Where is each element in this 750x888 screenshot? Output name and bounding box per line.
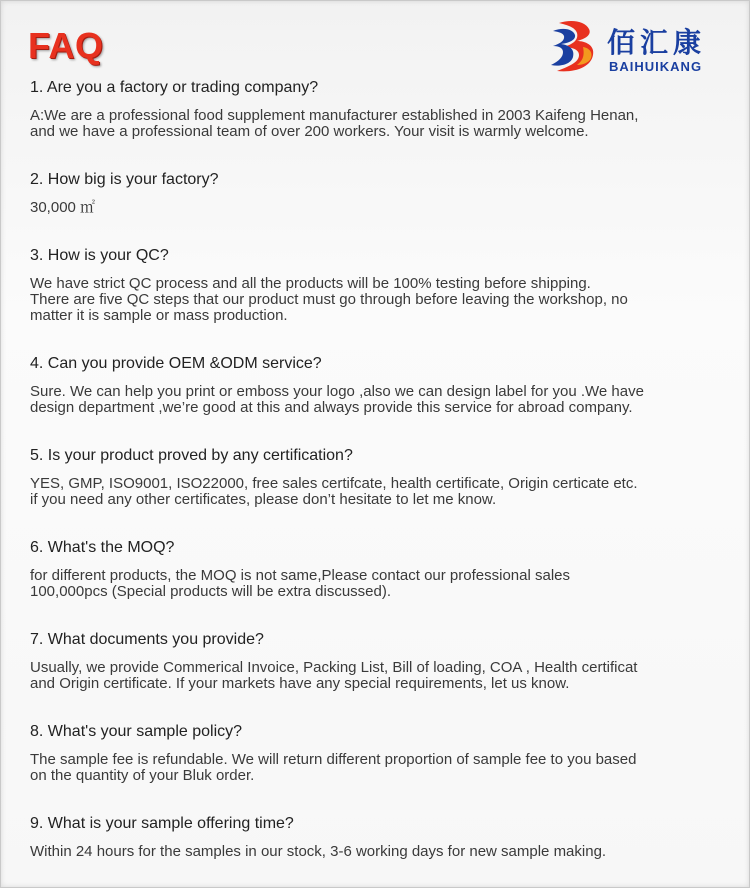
- faq-answer: We have strict QC process and all the products will be 100% testing before shipping. There are five QC steps that our product must go through before leaving the workshop, no matter it is sample or mass production.: [30, 275, 628, 324]
- faq-answer: YES, GMP, ISO9001, ISO22000, free sales certifcate, health certificate, Origin certicate etc. if you need any other certificates, please don’t hesitate to let me know.: [30, 475, 638, 508]
- faq-question: 6. What's the MOQ?: [30, 539, 175, 556]
- faq-answer: Sure. We can help you print or emboss your logo ,also we can design label for you .We have design department ,we’re good at this and always provide this service for abroad company.: [30, 383, 644, 416]
- faq-question: 2. How big is your factory?: [30, 171, 219, 188]
- faq-answer: for different products, the MOQ is not same,Please contact our professional sales 100,000pcs (Special products will be extra discussed).: [30, 567, 570, 600]
- faq-answer: Usually, we provide Commerical Invoice, Packing List, Bill of loading, COA , Health certificat and Origin certificate. If your markets have any special requirements, let us know.: [30, 659, 638, 692]
- faq-question: 3. How is your QC?: [30, 247, 169, 264]
- faq-item: [30, 722, 730, 784]
- header: [1, 1, 749, 77]
- faq-question: 1. Are you a factory or trading company?: [30, 79, 319, 96]
- faq-item: [30, 814, 730, 860]
- faq-item: [30, 538, 730, 600]
- faq-answer: The sample fee is refundable. We will return different proportion of sample fee to you based on the quantity of your Bluk order.: [30, 751, 637, 784]
- faq-item: [30, 630, 730, 692]
- faq-item: [30, 246, 730, 324]
- baihuikang-logo-icon: [549, 17, 605, 75]
- faq-item: [30, 354, 730, 416]
- faq-answer: 30,000 ㎡: [30, 199, 96, 216]
- faq-question: 4. Can you provide OEM &ODM service?: [30, 355, 322, 372]
- brand-logo: [549, 17, 729, 77]
- faq-item: [30, 446, 730, 508]
- faq-answer: A:We are a professional food supplement manufacturer established in 2003 Kaifeng Henan, and we have a professional team of over 200 workers. Your visit is warmly welcome.: [30, 107, 639, 140]
- faq-item: [30, 78, 730, 140]
- page-title: FAQ: [28, 25, 104, 66]
- logo-chinese-text: 佰汇康: [607, 26, 707, 59]
- faq-answer: Within 24 hours for the samples in our stock, 3-6 working days for new sample making.: [30, 843, 607, 860]
- faq-item: [30, 170, 730, 216]
- faq-question: 5. Is your product proved by any certification?: [30, 447, 353, 464]
- logo-english-text: BAIHUIKANG: [609, 59, 703, 74]
- faq-question: 7. What documents you provide?: [30, 631, 264, 648]
- faq-question: 8. What's your sample policy?: [30, 723, 243, 740]
- faq-question: 9. What is your sample offering time?: [30, 815, 294, 832]
